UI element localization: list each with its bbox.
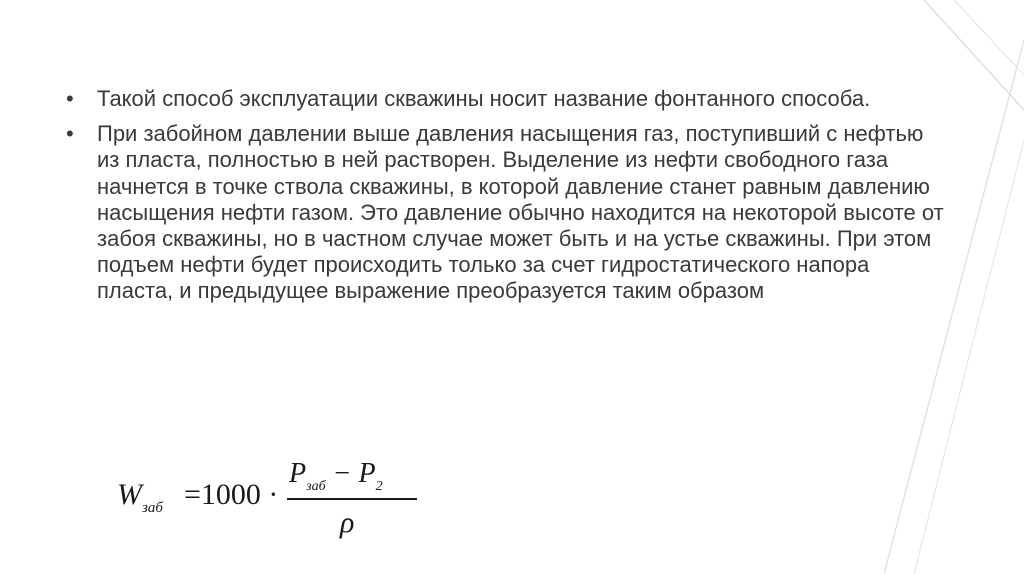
formula-denominator: ρ bbox=[340, 506, 355, 539]
bullet-text: При забойном давлении выше давления насыщения газ, поступивший с нефтью из пласта, полностью в ней растворен. Выделение из нефти свободного газа начнется в точке ствола скважины, в которой давление станет равным давлению насыщения нефти газом. Это давление обычно находится на некоторой высоте от забоя скважины, но в частном случае может быть и на устье скважины. При этом подъем нефти будет происходить только за счет гидростатического напора пласта, и предыдущее выражение преобразуется таким образом bbox=[97, 121, 944, 304]
formula-lhs-subscript: заб bbox=[142, 500, 163, 516]
formula-numerator bbox=[289, 458, 383, 494]
bullet-item bbox=[66, 86, 946, 112]
bullet-text: Такой способ эксплуатации скважины носит название фонтанного способа. bbox=[97, 86, 871, 111]
formula-coefficient: =1000 · bbox=[184, 478, 279, 511]
formula-minus: − bbox=[325, 458, 359, 489]
formula-p1: P bbox=[289, 458, 307, 489]
bullet-marker: • bbox=[66, 121, 74, 147]
bullet-item bbox=[66, 121, 946, 304]
formula-p2-subscript: 2 bbox=[375, 479, 383, 494]
bullet-list bbox=[66, 86, 946, 314]
formula-lhs-symbol: W bbox=[117, 478, 142, 511]
formula-p2: P bbox=[358, 458, 376, 489]
formula-p1-subscript: заб bbox=[306, 479, 326, 494]
formula-lhs bbox=[117, 478, 163, 516]
bullet-marker: • bbox=[66, 86, 74, 111]
formula-fraction-bar bbox=[287, 498, 417, 500]
